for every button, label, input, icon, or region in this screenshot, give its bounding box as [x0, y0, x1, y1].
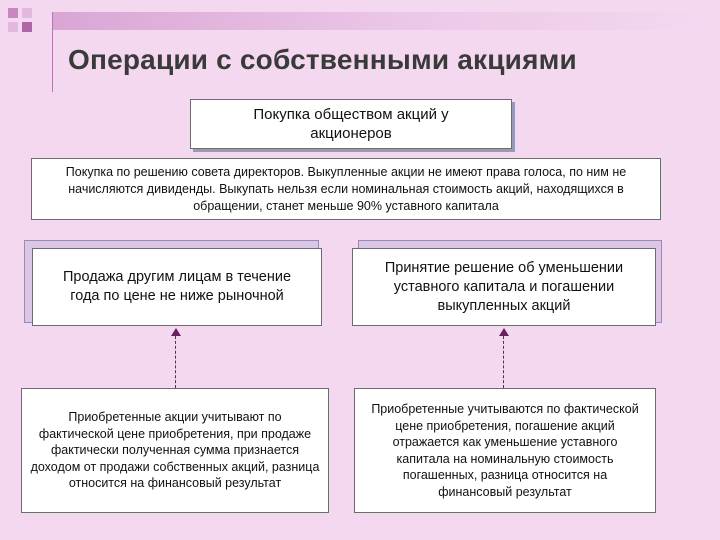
right-mid-box-text: Принятие решение об уменьшении уставного капитала и погашении выкупленных акций: [384, 259, 624, 314]
info-box-text: Покупка по решению совета директоров. Выкупленные акции не имеют права голоса, по ним не начисляются дивиденды. Выкупать нельзя если номинальная стоимость акций, находящихся в обращении, станет меньше 90% уставного капитала: [65, 164, 627, 213]
right-mid-box: [352, 248, 656, 326]
decor-square: [8, 8, 18, 18]
slide-title: Операции с собственными акциями: [68, 44, 577, 75]
right-dashed-connector: [503, 336, 504, 388]
left-mid-box: [32, 248, 322, 326]
header-divider-line: [52, 12, 53, 92]
right-bottom-box-text: Приобретенные учитываются по фактической цене приобретения, погашение акций отражается как уменьшение уставного капитала на номинальную стоимость погашенных, разница относится на финансовый результат: [371, 402, 639, 499]
info-box: [31, 158, 661, 220]
left-mid-box-text: Продажа другим лицам в течение года по цене не ниже рыночной: [62, 269, 292, 304]
left-bottom-box: [21, 388, 329, 513]
right-arrow-head: [499, 328, 509, 336]
left-bottom-box-text: Приобретенные акции учитывают по фактической цене приобретения, при продаже фактически полученная сумма признается доходом от продажи собственных акций, разница относится на финансовый результат: [30, 410, 320, 491]
left-dashed-connector: [175, 336, 176, 388]
right-bottom-box: [354, 388, 656, 513]
decor-square: [22, 8, 32, 18]
header-gradient-bar: [52, 12, 720, 30]
decor-square: [8, 22, 18, 32]
top-box-text: Покупка обществом акций у акционеров: [253, 106, 449, 142]
top-box: [190, 99, 512, 149]
decor-square: [22, 22, 32, 32]
left-arrow-head: [171, 328, 181, 336]
